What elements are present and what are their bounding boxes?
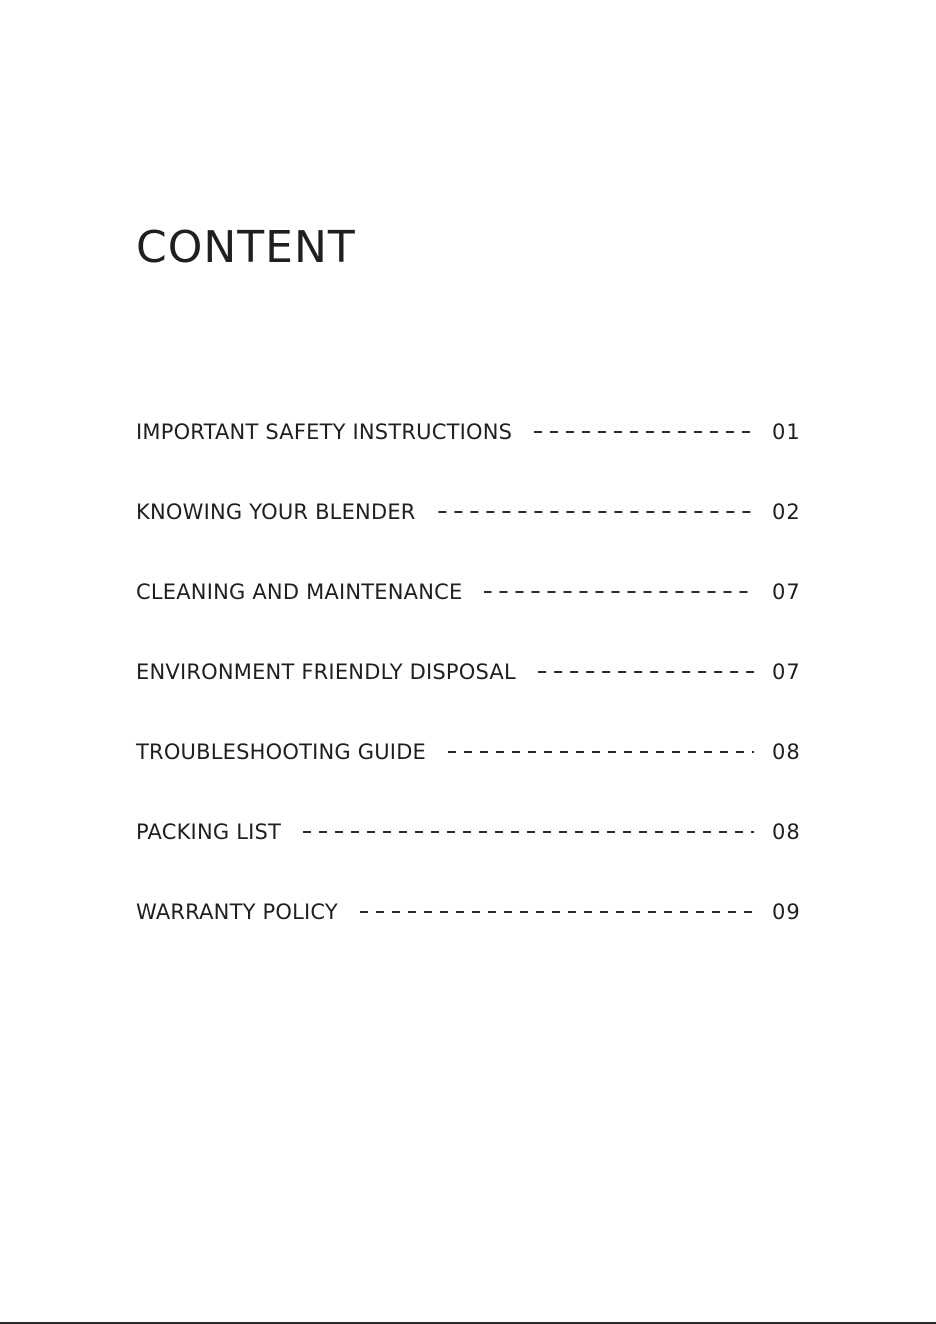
dotted-leader — [484, 591, 754, 593]
toc-entry-title: WARRANTY POLICY — [136, 900, 338, 924]
toc-entry-title: ENVIRONMENT FRIENDLY DISPOSAL — [136, 660, 516, 684]
table-of-contents — [136, 416, 804, 976]
dotted-leader — [534, 431, 754, 433]
dotted-leader — [360, 911, 754, 913]
toc-entry-warranty-policy[interactable] — [136, 896, 804, 928]
toc-entry-page-number: 09 — [772, 900, 801, 924]
toc-entry-troubleshooting[interactable] — [136, 736, 804, 768]
toc-entry-page-number: 07 — [772, 660, 801, 684]
page-title: CONTENT — [136, 222, 356, 273]
dotted-leader — [538, 671, 754, 673]
toc-entry-knowing-your-blender[interactable] — [136, 496, 804, 528]
toc-entry-page-number: 02 — [772, 500, 801, 524]
toc-entry-title: TROUBLESHOOTING GUIDE — [136, 740, 427, 764]
toc-entry-page-number: 01 — [772, 420, 801, 444]
toc-entry-packing-list[interactable] — [136, 816, 804, 848]
toc-entry-title: KNOWING YOUR BLENDER — [136, 500, 416, 524]
toc-entry-page-number: 08 — [772, 820, 801, 844]
toc-entry-page-number: 07 — [772, 580, 801, 604]
toc-entry-cleaning-maintenance[interactable] — [136, 576, 804, 608]
toc-entry-title: PACKING LIST — [136, 820, 282, 844]
toc-entry-title: CLEANING AND MAINTENANCE — [136, 580, 463, 604]
toc-entry-safety-instructions[interactable] — [136, 416, 804, 448]
toc-entry-page-number: 08 — [772, 740, 801, 764]
dotted-leader — [438, 511, 754, 513]
toc-entry-environment-disposal[interactable] — [136, 656, 804, 688]
toc-entry-title: IMPORTANT SAFETY INSTRUCTIONS — [136, 420, 513, 444]
dotted-leader — [448, 751, 754, 753]
dotted-leader — [303, 831, 754, 833]
